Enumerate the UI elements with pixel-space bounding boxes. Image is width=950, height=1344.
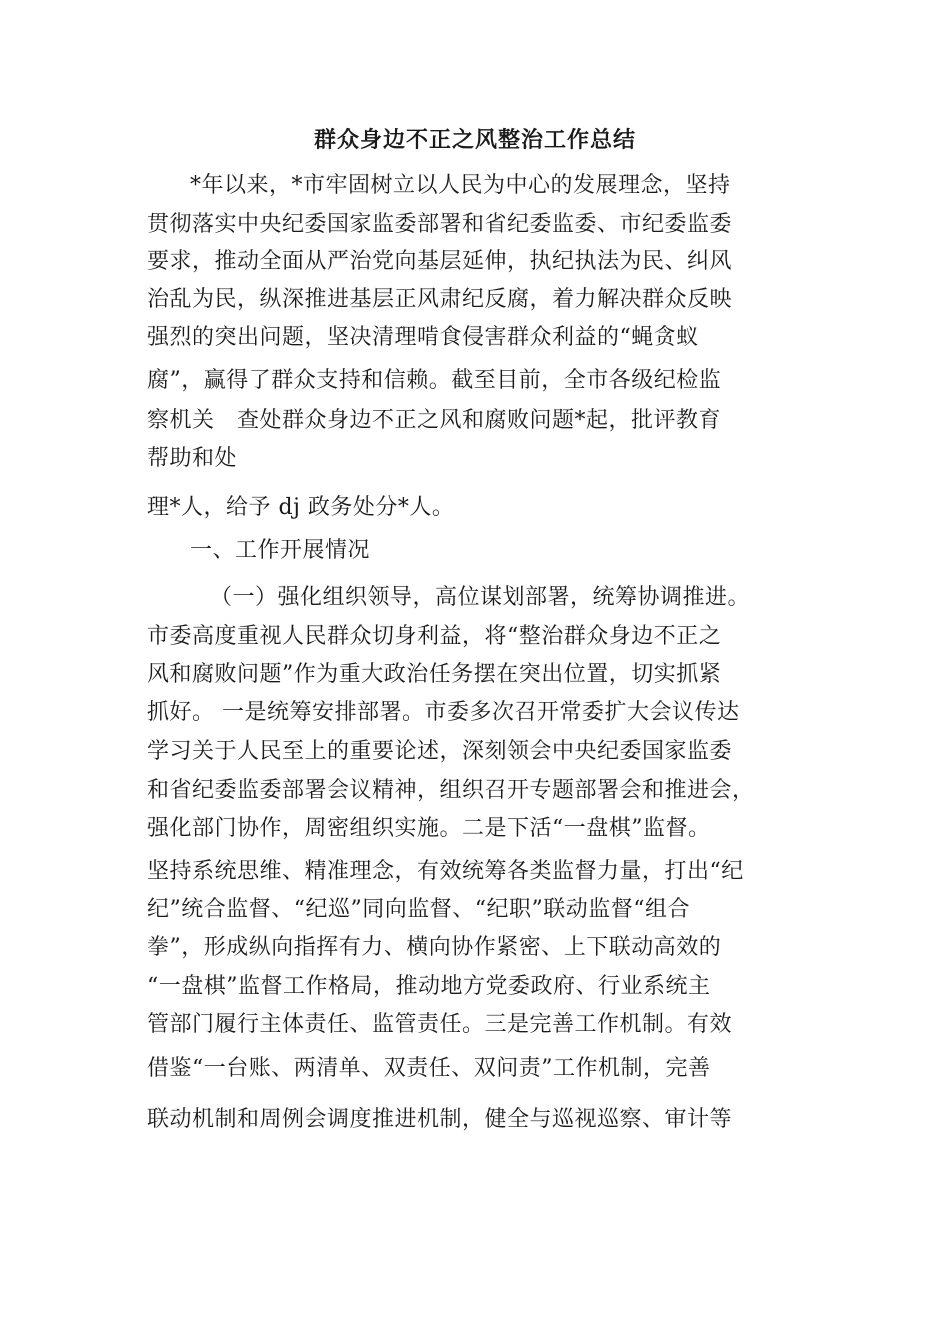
body-line: 风和腐败问题”作为重大政治任务摆在突出位置，切实抓紧 — [147, 662, 722, 687]
body-line: 联动机制和周例会调度推进机制，健全与巡视巡察、审计等 — [147, 1107, 733, 1132]
body-line: “一盘棋”监督工作格局，推动地方党委政府、行业系统主 — [147, 974, 711, 999]
intro-line: 治乱为民，纵深推进基层正风肃纪反腐，着力解决群众反映 — [147, 287, 733, 312]
intro-line: 贯彻落实中央纪委国家监委部署和省纪委监委、市纪委监委 — [147, 212, 733, 237]
intro-line: 察机关 查处群众身边不正之风和腐败问题*起，批评教育 — [147, 408, 722, 433]
body-line: 强化部门协作，周密组织实施。二是下活“一盘棋”监督。 — [147, 816, 711, 841]
intro-line: *年以来，*市牢固树立以人民为中心的发展理念，坚持 — [190, 173, 731, 198]
body-line: 和省纪委监委部署会议精神，组织召开专题部署会和推进会， — [147, 778, 755, 803]
body-line: 拳”，形成纵向指挥有力、横向协作紧密、上下联动高效的 — [147, 935, 722, 960]
body-line: 坚持系统思维、精准理念，有效统筹各类监督力量，打出“纪 — [147, 859, 744, 884]
body-line: 借鉴“一台账、两清单、双责任、双问责”工作机制，完善 — [147, 1056, 711, 1081]
sub-heading: （一）强化组织领导，高位谋划部署，统筹协调推进。 — [210, 585, 751, 610]
intro-line: 理*人，给予 dj 政务处分*人。 — [147, 495, 455, 520]
body-line: 抓好。 一是统筹安排部署。市委多次召开常委扩大会议传达 — [147, 700, 740, 725]
intro-line: 要求，推动全面从严治党向基层延伸，执纪执法为民、纠风 — [147, 249, 733, 274]
body-line: 纪”统合监督、“纪巡”同向监督、“纪职”联动监督“组合 — [147, 897, 690, 922]
body-line: 管部门履行主体责任、监管责任。三是完善工作机制。有效 — [147, 1012, 733, 1037]
body-line: 学习关于人民至上的重要论述，深刻领会中央纪委国家监委 — [147, 739, 733, 764]
document-title: 群众身边不正之风整治工作总结 — [313, 127, 636, 153]
body-line: 市委高度重视人民群众切身利益，将“整治群众身边不正之 — [147, 624, 722, 649]
intro-line: 帮助和处 — [147, 446, 238, 471]
intro-line: 腐”，赢得了群众支持和信赖。截至目前，全市各级纪检监 — [147, 368, 722, 393]
intro-line: 强烈的突出问题，坚决清理啃食侵害群众利益的“蝇贪蚁 — [147, 325, 699, 350]
section-heading: 一、工作开展情况 — [190, 538, 371, 563]
